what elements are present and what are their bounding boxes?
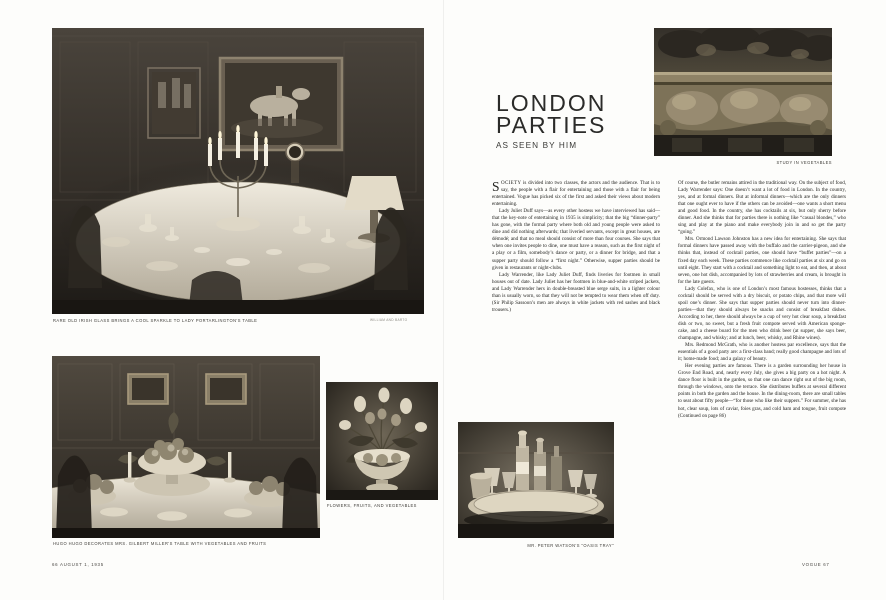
column1-paragraph-1 <box>492 180 660 208</box>
column1-para1-text: is divided into two classes, the actors and the audience. That is to say, the people with a flair for entertaining and those with a flair for being entertained. Vogue has picked six of the first and asked their views about modern entertaining. <box>492 180 660 208</box>
dining-room-photo-credit: WILLIAM AND BARTO <box>370 318 408 322</box>
article-headline <box>496 92 646 150</box>
flowers-fruits-photo <box>326 382 438 500</box>
vegetable-relief-photo <box>654 28 832 156</box>
column2-paragraph-3: Lady Colefax, who is one of London’s most famous hostesses, thinks that a cocktail should be served with a dry biscuit, or potato chips, and that more will spoil one’s dinner. She says that supper parties should never turn into dinner-parties—that they should always be snacks and consist of breakfast dishes. According to her, there should always be a cup of very hot clear soup, a breakfast dish or two, no sweet, but a fresh fruit compote served with American sponge-cake, and a cheese board for the men who drink beer (at supper, she says beer, champagne, and whisky; and at lunch, beer, whisky, and Rhine wines). <box>678 285 846 342</box>
column1-paragraph-3: Lady Warrender, like Lady Juliet Duff, finds liveries for footmen in small houses out of date. Lady Juliet has her footmen in blue-and-white striped jackets, and Lady Warrender hers in double-breasted blue serge suits, in a lighter colour than is usually worn, so that they will not be tempted to wear them when off duty. (Sir Philip Sassoon’s men are always in white jackets with red sashes and black trousers.) <box>492 271 660 313</box>
page-gutter <box>443 0 444 600</box>
dining-room-photo-caption: RARE OLD IRISH GLASS BRINGS A COOL SPARKLE TO LADY PORTARLINGTON'S TABLE <box>53 318 258 323</box>
drop-cap: S <box>492 179 500 194</box>
oasis-tray-photo <box>458 422 614 538</box>
article-column-2 <box>678 180 846 420</box>
column2-paragraph-4: Mrs. Redmond McGrath, who is another hostess par excellence, says that the essentials of a good party are: a first-class band; really good champagne and lots of it; home-made food; and a galaxy of beauty. <box>678 342 846 363</box>
column1-paragraph-2: Lady Juliet Duff says—as every other hostess we have interviewed has said—that the key-note of entertaining in 1935 is simplicity; that the big “dinner-party” has gone, with the formal party where both old and young people were asked to dine and did nothing afterwards; that liveried servants, except in great houses, are démodé; and that no meal should consist of more than four courses. She says that when one invites people to dine, one must have a reason, such as the first night of a play or a film, somebody’s dance or party, or a dinner for bridge, and that a supper party should follow a “first night.” Otherwise, supper parties should be given in restaurants or night-clubs. <box>492 208 660 271</box>
gilbert-miller-table-photo-caption: HUGO HUGO DECORATES MRS. GILBERT MILLER'S TABLE WITH VEGETABLES AND FRUITS <box>53 541 267 546</box>
vegetable-relief-photo-caption: STUDY IN VEGETABLES <box>776 160 832 165</box>
gilbert-miller-table-photo <box>52 356 320 538</box>
headline-subtitle: AS SEEN BY HIM <box>496 141 578 150</box>
folio-right: VOGUE 67 <box>802 562 830 567</box>
flowers-fruits-photo-caption: FLOWERS, FRUITS, AND VEGETABLES <box>327 503 417 508</box>
dining-room-photo <box>52 28 424 314</box>
oasis-tray-photo-caption: MR. PETER WATSON'S "OASIS TRAY" <box>527 543 614 548</box>
column2-paragraph-2: Mrs. Ormond Lawson Johnston has a new idea for entertaining. She says that formal dinners have passed away with the buffalo and the carrier-pigeon, and she thinks that, instead of cocktail parties, one should have “buffet parties”—on a fixed day each week. These parties commence like cocktail parties at six and go on until eight. They start with a cocktail and something light to eat, and then, at about seven, one hot dish, accompanied by lots of strawberries and cream, is brought in for the late guests. <box>678 236 846 285</box>
column1-lead-word: OCIETY <box>501 180 522 186</box>
headline-line-2: PARTIES <box>496 112 607 138</box>
column2-paragraph-1: Of course, the butler remains attired in the traditional way. On the subject of food, Lady Warrender says: One doesn’t want a lot of food in London. In the country, yes, and at formal dinners. But at informal dinners—which are the only dinners that one ought ever to have if the others can be avoided—one wants a short menu and good food. In the country, she has cocktails at six, but only sherry before dinner. And she thinks that for parties there is nothing like “casual blondes,” who sing and play at the piano and make everybody join in and so get the party “going.” <box>678 180 846 236</box>
article-column-1 <box>492 180 660 314</box>
headline-line-1: LONDON <box>496 90 607 116</box>
folio-left: 66 AUGUST 1, 1935 <box>52 562 104 567</box>
column2-paragraph-5: Her evening parties are famous. There is a garden surrounding her house in Grove End Road, and, nearly every July, she gives a big party on a hot night. A dance floor is built in the garden, so that one can dance right out of the big room, through the windows, onto the terrace. She distributes buffets at several different points in both the garden and the house. In the dining-room, there are small tables to seat about fifty people—“for those who like their suppers.” For summer, she has hot, clear soup, lots of caviar, foies gras, and cold ham and tongue, fruit compote (Continued on page 86) <box>678 363 846 419</box>
